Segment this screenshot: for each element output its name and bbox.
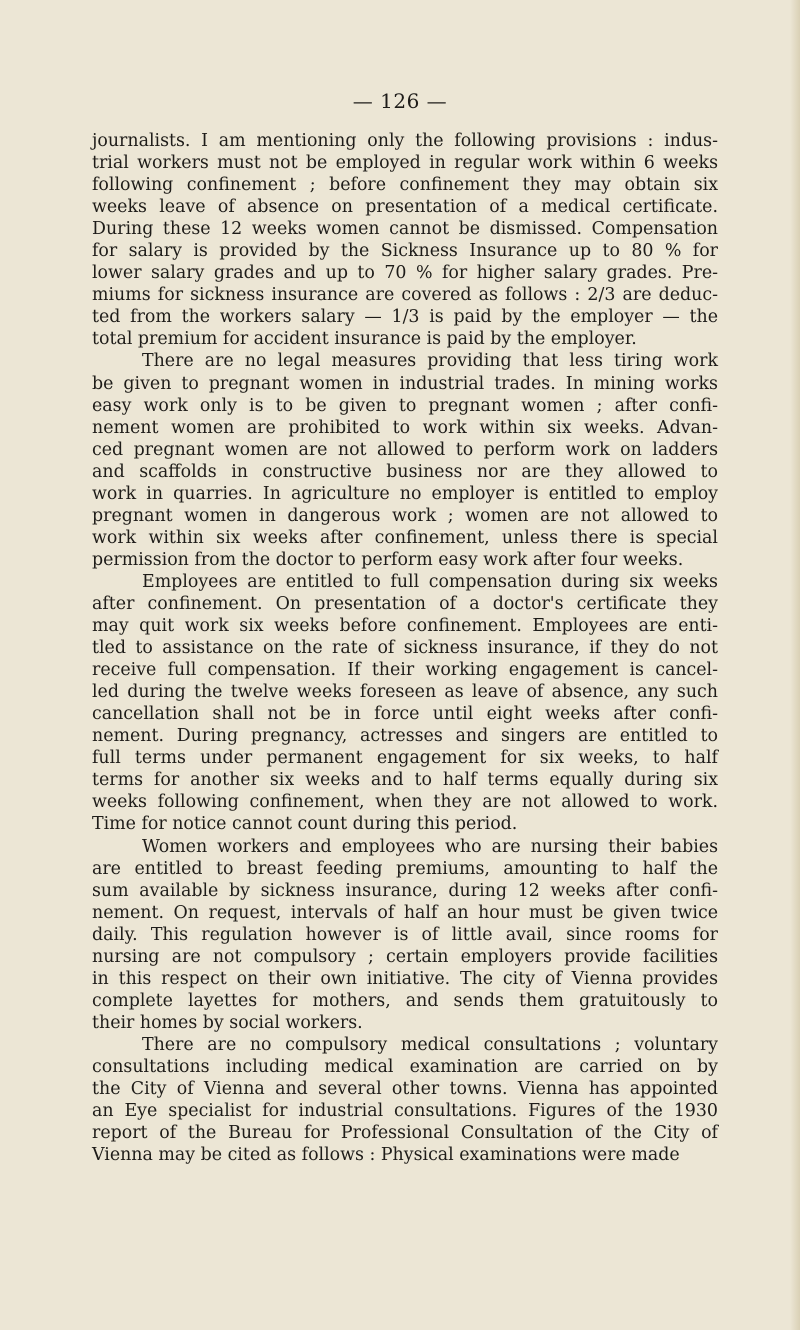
text-line: nement. During pregnancy, actresses and singers are entitled to	[92, 726, 718, 747]
text-line: total premium for accident insurance is paid by the employer.	[92, 329, 637, 350]
text-line: ced pregnant women are not allowed to perform work on ladders	[92, 439, 718, 460]
text-line: trial workers must not be employed in regular work within 6 weeks	[92, 153, 718, 174]
paragraph	[92, 1034, 718, 1166]
text-line: Women workers and employees who are nursing their babies	[142, 836, 718, 857]
paragraph	[92, 836, 718, 1034]
text-line: for salary is provided by the Sickness Insurance up to 80 % for	[92, 241, 718, 262]
text-line: lower salary grades and up to 70 % for higher salary grades. Pre-	[92, 263, 718, 284]
text-line: Time for notice cannot count during this period.	[92, 814, 518, 835]
text-line: tled to assistance on the rate of sickness insurance, if they do not	[92, 638, 718, 659]
text-line: easy work only is to be given to pregnant women ; after confi-	[92, 395, 718, 416]
paragraph	[92, 350, 718, 570]
text-line: may quit work six weeks before confinement. Employees are enti-	[92, 616, 718, 637]
text-line: weeks following confinement, when they are not allowed to work.	[92, 792, 718, 813]
paragraph	[92, 130, 718, 350]
text-line: During these 12 weeks women cannot be dismissed. Compensation	[92, 219, 718, 240]
text-line: daily. This regulation however is of little avail, since rooms for	[92, 924, 718, 945]
text-line: ted from the workers salary — 1/3 is paid by the employer — the	[92, 307, 718, 328]
page-number: — 126 —	[352, 89, 448, 113]
text-line: There are no compulsory medical consultations ; voluntary	[142, 1034, 718, 1055]
text-line: nement women are prohibited to work within six weeks. Advan-	[92, 417, 718, 438]
text-line: consultations including medical examination are carried on by	[92, 1056, 718, 1077]
text-line: Vienna may be cited as follows : Physical examinations were made	[92, 1145, 680, 1166]
text-line: work in quarries. In agriculture no employer is entitled to employ	[92, 483, 718, 504]
text-line: permission from the doctor to perform easy work after four weeks.	[92, 549, 684, 570]
text-line: be given to pregnant women in industrial trades. In mining works	[92, 373, 718, 394]
text-line: cancellation shall not be in force until eight weeks after confi-	[92, 704, 718, 725]
text-line: their homes by social workers.	[92, 1012, 363, 1033]
text-line: journalists. I am mentioning only the following provisions : indus-	[92, 131, 718, 151]
text-line: in this respect on their own initiative. The city of Vienna provides	[92, 968, 718, 989]
text-line: nement. On request, intervals of half an hour must be given twice	[92, 902, 718, 923]
text-line: sum available by sickness insurance, during 12 weeks after confi-	[92, 880, 718, 901]
text-line: nursing are not compulsory ; certain employers provide facilities	[92, 946, 718, 967]
text-line: weeks leave of absence on presentation of a medical certificate.	[92, 197, 718, 218]
text-line: receive full compensation. If their working engagement is cancel-	[92, 660, 718, 681]
text-line: full terms under permanent engagement for six weeks, to half	[92, 748, 718, 769]
text-line: following confinement ; before confinement they may obtain six	[92, 175, 718, 196]
text-line: There are no legal measures providing that less tiring work	[142, 351, 718, 372]
text-line: work within six weeks after confinement, unless there is special	[92, 527, 718, 548]
text-line: miums for sickness insurance are covered as follows : 2/3 are deduc-	[92, 285, 718, 306]
paragraph	[92, 571, 718, 836]
text-line: are entitled to breast feeding premiums, amounting to half the	[92, 858, 718, 879]
text-line: and scaffolds in constructive business nor are they allowed to	[92, 461, 718, 482]
text-line: pregnant women in dangerous work ; women are not allowed to	[92, 505, 718, 526]
body-text	[92, 130, 718, 1166]
text-line: after confinement. On presentation of a doctor's certificate they	[92, 593, 718, 614]
text-line: Employees are entitled to full compensation during six weeks	[142, 571, 718, 592]
text-line: report of the Bureau for Professional Consultation of the City of	[92, 1123, 718, 1144]
text-line: complete layettes for mothers, and sends them gratuitously to	[92, 990, 718, 1011]
text-line: terms for another six weeks and to half terms equally during six	[92, 770, 718, 791]
text-line: an Eye specialist for industrial consultations. Figures of the 1930	[92, 1101, 718, 1122]
text-line: the City of Vienna and several other towns. Vienna has appointed	[92, 1079, 718, 1100]
page-edge	[790, 0, 800, 1330]
text-line: led during the twelve weeks foreseen as leave of absence, any such	[92, 682, 718, 703]
